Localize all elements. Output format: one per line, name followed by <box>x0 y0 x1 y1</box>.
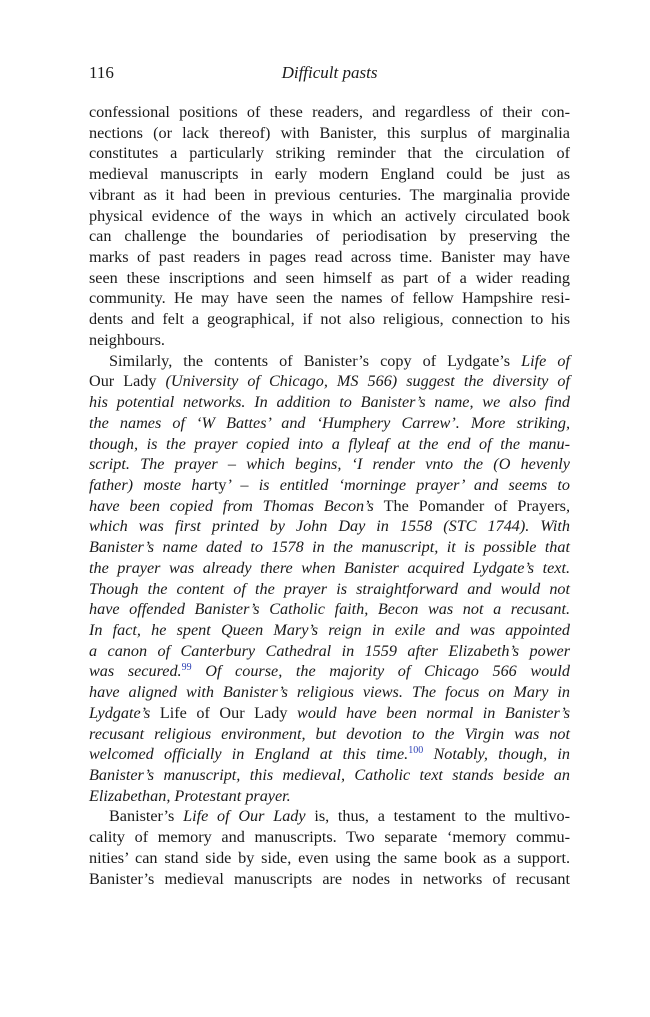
text-line <box>89 744 570 765</box>
italic-title: have aligned with Banister’s religious views. The focus on Mary in <box>89 683 570 702</box>
text-line <box>89 641 570 662</box>
text-line: dents and felt a geographical, if not also religious, connection to his <box>89 310 570 329</box>
text-line: confessional positions of these readers, and regardless of their con- <box>89 103 570 121</box>
text-line: constitutes a particularly striking reminder that the circulation of <box>89 144 570 163</box>
text-line <box>89 579 570 600</box>
paragraph-p1 <box>89 102 570 351</box>
paragraph-p2 <box>89 351 570 807</box>
page-header <box>89 62 570 84</box>
italic-title: the prayer was already there when Banister acquired Lydgate’s text. <box>89 558 570 577</box>
text-line <box>89 620 570 641</box>
running-title: Difficult pasts <box>281 63 378 82</box>
text-line <box>89 765 570 786</box>
text-line <box>89 786 570 807</box>
italic-title: Elizabethan, Protestant prayer. <box>89 786 291 805</box>
italic-title: Though the content of the prayer is straightforward and would not <box>89 579 570 598</box>
italic-title: the names of ‘W Battes’ and ‘Humphery Carrew’. More striking, <box>89 413 570 432</box>
text-line <box>89 537 570 558</box>
body-text <box>89 102 570 889</box>
italic-title: would have been normal in Banister’s <box>287 703 570 722</box>
italic-title: In fact, he spent Queen Mary’s reign in exile and was appointed <box>89 620 570 639</box>
footnote-ref[interactable]: 99 <box>181 662 192 674</box>
text-line: seen these inscriptions and seen himself as part of a wider reading <box>89 268 570 287</box>
text-line <box>89 454 570 475</box>
italic-title: welcomed officially in England at this time. <box>89 745 409 764</box>
text-line <box>89 661 570 682</box>
text-line <box>89 434 570 455</box>
italic-title: Life of Our Lady <box>183 807 306 826</box>
text-line: vibrant as it had been in previous centuries. The marginalia provide <box>89 185 570 204</box>
text-line <box>89 516 570 537</box>
italic-title: Banister’s name dated to 1578 in the manuscript, it is possible that <box>89 538 570 557</box>
italic-title: which was first printed by John Day in 1558 (STC 1744). With <box>89 517 570 536</box>
text-line: medieval manuscripts in early modern England could be just as <box>89 165 570 184</box>
italic-title: script. The prayer – which begins, ‘I render vnto the (O hevenly <box>89 455 570 474</box>
text-line: nities’ can stand side by side, even using the same book as a support. <box>89 848 570 867</box>
text-line <box>89 724 570 745</box>
text-line: cality of memory and manuscripts. Two separate ‘memory commu- <box>89 828 570 847</box>
text-line: neighbours. <box>89 330 165 349</box>
text-line: have been copied from Thomas Becon’s The Pomander of Prayers, <box>89 496 570 515</box>
paragraph-p3 <box>89 806 570 889</box>
italic-title: have offended Banister’s Catholic faith, Becon was not a recusant. <box>89 600 570 619</box>
italic-title: Life of <box>521 351 571 370</box>
italic-title: have been copied from Thomas Becon’s <box>89 496 384 515</box>
text-line: Our Lady (University of Chicago, MS 566) suggest the diversity of <box>89 372 570 391</box>
text-line: Banister’s medieval manuscripts are nodes in networks of recusant <box>89 869 570 888</box>
italic-title: Notably, though, in <box>423 745 571 764</box>
italic-title: Banister’s manuscript, this medieval, Catholic text stands beside an <box>89 766 570 784</box>
text-line <box>89 599 570 620</box>
text-line <box>89 558 570 579</box>
italic-title: though, is the prayer copied into a flyleaf at the end of the manu- <box>89 434 570 453</box>
text-line <box>89 413 570 434</box>
italic-title: recusant religious environment, but devotion to the Virgin was not <box>89 724 570 743</box>
text-line: Similarly, the contents of Banister’s copy of Lydgate’s Life of <box>109 351 571 370</box>
text-line: Banister’s Life of Our Lady is, thus, a testament to the multivo- <box>109 807 571 826</box>
text-line: father) moste harty’ – is entitled ‘morninge prayer’ and seems to <box>89 475 570 494</box>
italic-title: ’ – is entitled ‘morninge prayer’ and seems to <box>226 475 570 494</box>
footnote-ref[interactable]: 100 <box>408 745 424 757</box>
text-line <box>89 682 570 703</box>
italic-title: Of course, the majority of Chicago 566 would <box>191 662 570 681</box>
italic-title: was secured. <box>89 662 182 681</box>
text-line: physical evidence of the ways in which an actively circulated book <box>89 206 570 225</box>
italic-title: (University of Chicago, MS 566) suggest the diversity of <box>156 372 570 391</box>
text-line <box>89 392 570 413</box>
text-line: Lydgate’s Life of Our Lady would have been normal in Banister’s <box>89 703 570 722</box>
italic-title: father) moste har <box>89 475 214 494</box>
italic-title: his potential networks. In addition to Banister’s name, we also find <box>89 393 570 412</box>
italic-title: Lydgate’s <box>89 703 160 722</box>
text-line: marks of past readers in pages read across time. Banister may have <box>89 248 570 267</box>
text-line: nections (or lack thereof) with Banister, this surplus of marginalia <box>89 123 570 142</box>
text-line: community. He may have seen the names of fellow Hampshire resi- <box>89 289 570 308</box>
page-number: 116 <box>89 63 114 82</box>
italic-title: a canon of Canterbury Cathedral in 1559 after Elizabeth’s power <box>89 641 570 660</box>
italic-title: , <box>565 496 570 515</box>
text-line: can challenge the boundaries of periodisation by preserving the <box>89 227 570 246</box>
